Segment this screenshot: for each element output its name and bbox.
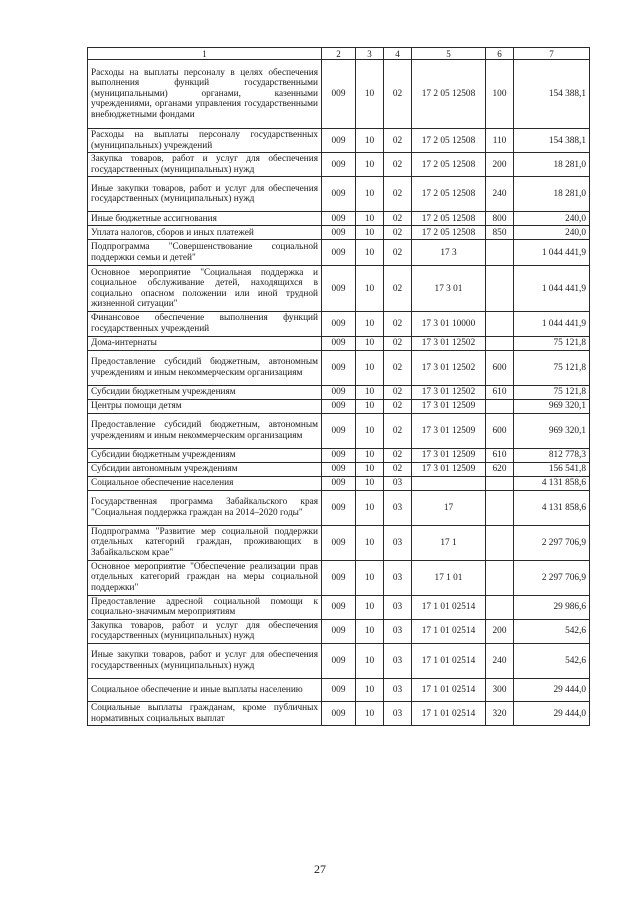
row-name-cell: Иные закупки товаров, работ и услуг для обеспечения государственных (муниципальных) нужд [88, 177, 322, 212]
row-target-article-cell: 17 1 01 02514 [412, 595, 486, 619]
row-admin-code-cell: 009 [322, 399, 356, 413]
table-row [88, 462, 590, 476]
row-section-cell: 10 [356, 240, 384, 266]
row-subsection-cell: 03 [384, 525, 412, 560]
row-section-cell: 10 [356, 476, 384, 490]
row-name-cell: Закупка товаров, работ и услуг для обеспечения государственных (муниципальных) нужд [88, 153, 322, 177]
row-expense-type-cell: 600 [486, 413, 514, 448]
row-subsection-cell: 02 [384, 385, 412, 399]
row-target-article-cell: 17 2 05 12508 [412, 226, 486, 240]
row-target-article-cell: 17 3 01 10000 [412, 312, 486, 336]
row-target-article-cell: 17 1 01 02514 [412, 619, 486, 643]
table-body [88, 60, 590, 726]
row-amount-cell: 2 297 706,9 [514, 525, 590, 560]
row-name-cell: Предоставление субсидий бюджетным, автономным учреждениям и иным некоммерческим организациям [88, 350, 322, 385]
table-row [88, 525, 590, 560]
table-row [88, 226, 590, 240]
table-row [88, 385, 590, 399]
row-target-article-cell: 17 3 01 12502 [412, 385, 486, 399]
row-expense-type-cell [486, 476, 514, 490]
row-section-cell: 10 [356, 399, 384, 413]
row-subsection-cell: 03 [384, 619, 412, 643]
row-section-cell: 10 [356, 643, 384, 678]
row-target-article-cell: 17 3 01 12502 [412, 336, 486, 350]
row-section-cell: 10 [356, 619, 384, 643]
table-row [88, 177, 590, 212]
row-subsection-cell: 03 [384, 490, 412, 525]
row-expense-type-cell: 620 [486, 462, 514, 476]
row-amount-cell: 18 281,0 [514, 177, 590, 212]
row-subsection-cell: 02 [384, 153, 412, 177]
row-section-cell: 10 [356, 129, 384, 153]
row-target-article-cell: 17 [412, 490, 486, 525]
row-amount-cell: 542,6 [514, 643, 590, 678]
row-section-cell: 10 [356, 678, 384, 701]
row-section-cell: 10 [356, 153, 384, 177]
row-name-cell: Социальное обеспечение и иные выплаты населению [88, 678, 322, 701]
row-target-article-cell: 17 3 [412, 240, 486, 266]
row-admin-code-cell: 009 [322, 490, 356, 525]
row-expense-type-cell: 110 [486, 129, 514, 153]
row-amount-cell: 2 297 706,9 [514, 560, 590, 595]
row-name-cell: Дома-интернаты [88, 336, 322, 350]
row-expense-type-cell [486, 560, 514, 595]
table-row [88, 266, 590, 312]
document-page [87, 47, 589, 726]
row-admin-code-cell: 009 [322, 462, 356, 476]
row-section-cell: 10 [356, 336, 384, 350]
row-section-cell: 10 [356, 60, 384, 129]
row-expense-type-cell: 240 [486, 177, 514, 212]
row-name-cell: Иные бюджетные ассигнования [88, 212, 322, 226]
row-admin-code-cell: 009 [322, 240, 356, 266]
row-name-cell: Центры помощи детям [88, 399, 322, 413]
header-col-5: 5 [412, 48, 486, 60]
row-admin-code-cell: 009 [322, 678, 356, 701]
row-target-article-cell: 17 1 [412, 525, 486, 560]
row-target-article-cell: 17 3 01 12509 [412, 399, 486, 413]
row-amount-cell: 969 320,1 [514, 413, 590, 448]
row-admin-code-cell: 009 [322, 413, 356, 448]
table-row [88, 701, 590, 725]
row-expense-type-cell: 300 [486, 678, 514, 701]
table-row [88, 413, 590, 448]
row-expense-type-cell: 200 [486, 153, 514, 177]
row-section-cell: 10 [356, 525, 384, 560]
row-subsection-cell: 02 [384, 413, 412, 448]
row-section-cell: 10 [356, 177, 384, 212]
row-subsection-cell: 02 [384, 212, 412, 226]
row-subsection-cell: 03 [384, 476, 412, 490]
row-target-article-cell [412, 476, 486, 490]
row-name-cell: Социальное обеспечение населения [88, 476, 322, 490]
row-target-article-cell: 17 3 01 12509 [412, 462, 486, 476]
header-col-2: 2 [322, 48, 356, 60]
row-amount-cell: 542,6 [514, 619, 590, 643]
row-section-cell: 10 [356, 350, 384, 385]
row-name-cell: Субсидии автономным учреждениям [88, 462, 322, 476]
row-name-cell: Государственная программа Забайкальского края "Социальная поддержка граждан на 2014–2020 годы" [88, 490, 322, 525]
table-row [88, 312, 590, 336]
row-admin-code-cell: 009 [322, 212, 356, 226]
table-row [88, 129, 590, 153]
row-subsection-cell: 02 [384, 350, 412, 385]
table-row [88, 560, 590, 595]
row-section-cell: 10 [356, 448, 384, 462]
row-amount-cell: 29 444,0 [514, 701, 590, 725]
page-number: 27 [314, 862, 326, 876]
row-name-cell: Субсидии бюджетным учреждениям [88, 448, 322, 462]
row-subsection-cell: 02 [384, 60, 412, 129]
row-section-cell: 10 [356, 226, 384, 240]
row-admin-code-cell: 009 [322, 619, 356, 643]
row-name-cell: Закупка товаров, работ и услуг для обеспечения государственных (муниципальных) нужд [88, 619, 322, 643]
row-expense-type-cell [486, 336, 514, 350]
row-subsection-cell: 03 [384, 678, 412, 701]
row-target-article-cell: 17 1 01 02514 [412, 678, 486, 701]
row-name-cell: Подпрограмма "Развитие мер социальной поддержки отдельных категорий граждан, проживающих в Забайкальском крае" [88, 525, 322, 560]
row-name-cell: Подпрограмма "Совершенствование социальной поддержки семьи и детей" [88, 240, 322, 266]
row-section-cell: 10 [356, 212, 384, 226]
row-admin-code-cell: 009 [322, 60, 356, 129]
row-name-cell: Субсидии бюджетным учреждениям [88, 385, 322, 399]
row-amount-cell: 75 121,8 [514, 350, 590, 385]
row-amount-cell: 154 388,1 [514, 60, 590, 129]
row-admin-code-cell: 009 [322, 226, 356, 240]
row-subsection-cell: 02 [384, 177, 412, 212]
row-amount-cell: 1 044 441,9 [514, 266, 590, 312]
row-section-cell: 10 [356, 595, 384, 619]
row-expense-type-cell: 610 [486, 448, 514, 462]
row-amount-cell: 969 320,1 [514, 399, 590, 413]
row-amount-cell: 812 778,3 [514, 448, 590, 462]
row-subsection-cell: 02 [384, 266, 412, 312]
header-col-4: 4 [384, 48, 412, 60]
table-row [88, 619, 590, 643]
row-amount-cell: 4 131 858,6 [514, 476, 590, 490]
table-row [88, 153, 590, 177]
table-row [88, 399, 590, 413]
row-section-cell: 10 [356, 385, 384, 399]
table-row [88, 240, 590, 266]
row-amount-cell: 154 388,1 [514, 129, 590, 153]
row-target-article-cell: 17 3 01 12509 [412, 448, 486, 462]
row-target-article-cell: 17 3 01 12502 [412, 350, 486, 385]
budget-table [87, 47, 590, 726]
table-row [88, 212, 590, 226]
row-expense-type-cell: 610 [486, 385, 514, 399]
row-admin-code-cell: 009 [322, 560, 356, 595]
row-section-cell: 10 [356, 701, 384, 725]
row-expense-type-cell: 320 [486, 701, 514, 725]
header-col-7: 7 [514, 48, 590, 60]
row-amount-cell: 18 281,0 [514, 153, 590, 177]
row-target-article-cell: 17 1 01 02514 [412, 701, 486, 725]
table-row [88, 490, 590, 525]
header-col-1: 1 [88, 48, 322, 60]
row-expense-type-cell [486, 595, 514, 619]
row-section-cell: 10 [356, 266, 384, 312]
row-expense-type-cell: 200 [486, 619, 514, 643]
row-expense-type-cell [486, 266, 514, 312]
row-target-article-cell: 17 3 01 [412, 266, 486, 312]
row-admin-code-cell: 009 [322, 153, 356, 177]
row-expense-type-cell [486, 525, 514, 560]
row-amount-cell: 240,0 [514, 212, 590, 226]
row-target-article-cell: 17 2 05 12508 [412, 153, 486, 177]
row-subsection-cell: 02 [384, 462, 412, 476]
row-name-cell: Социальные выплаты гражданам, кроме публичных нормативных социальных выплат [88, 701, 322, 725]
row-expense-type-cell: 100 [486, 60, 514, 129]
header-col-6: 6 [486, 48, 514, 60]
row-subsection-cell: 02 [384, 336, 412, 350]
row-amount-cell: 4 131 858,6 [514, 490, 590, 525]
row-subsection-cell: 02 [384, 226, 412, 240]
row-admin-code-cell: 009 [322, 350, 356, 385]
row-target-article-cell: 17 1 01 [412, 560, 486, 595]
table-row [88, 336, 590, 350]
row-subsection-cell: 03 [384, 560, 412, 595]
row-name-cell: Предоставление адресной социальной помощи к социально-значимым мероприятиям [88, 595, 322, 619]
row-expense-type-cell [486, 490, 514, 525]
row-admin-code-cell: 009 [322, 525, 356, 560]
row-name-cell: Уплата налогов, сборов и иных платежей [88, 226, 322, 240]
row-admin-code-cell: 009 [322, 476, 356, 490]
row-expense-type-cell: 850 [486, 226, 514, 240]
row-admin-code-cell: 009 [322, 643, 356, 678]
row-subsection-cell: 02 [384, 448, 412, 462]
row-name-cell: Расходы на выплаты персоналу государственных (муниципальных) учреждений [88, 129, 322, 153]
row-name-cell: Предоставление субсидий бюджетным, автономным учреждениям и иным некоммерческим организациям [88, 413, 322, 448]
table-row [88, 448, 590, 462]
row-section-cell: 10 [356, 413, 384, 448]
row-subsection-cell: 02 [384, 129, 412, 153]
table-row [88, 350, 590, 385]
row-admin-code-cell: 009 [322, 266, 356, 312]
table-row [88, 678, 590, 701]
row-subsection-cell: 03 [384, 701, 412, 725]
row-subsection-cell: 02 [384, 399, 412, 413]
header-row [88, 48, 590, 60]
row-expense-type-cell: 240 [486, 643, 514, 678]
header-col-3: 3 [356, 48, 384, 60]
row-admin-code-cell: 009 [322, 129, 356, 153]
row-admin-code-cell: 009 [322, 448, 356, 462]
row-expense-type-cell: 600 [486, 350, 514, 385]
row-subsection-cell: 02 [384, 312, 412, 336]
row-target-article-cell: 17 2 05 12508 [412, 60, 486, 129]
row-section-cell: 10 [356, 462, 384, 476]
row-target-article-cell: 17 2 05 12508 [412, 177, 486, 212]
row-target-article-cell: 17 2 05 12508 [412, 129, 486, 153]
row-amount-cell: 1 044 441,9 [514, 312, 590, 336]
row-expense-type-cell [486, 312, 514, 336]
row-amount-cell: 156 541,8 [514, 462, 590, 476]
row-subsection-cell: 03 [384, 595, 412, 619]
row-admin-code-cell: 009 [322, 595, 356, 619]
row-target-article-cell: 17 3 01 12509 [412, 413, 486, 448]
row-name-cell: Расходы на выплаты персоналу в целях обеспечения выполнения функций государственными (муниципальными) органами, казенными учреждениями, органами управления государственными внебюджетными фондами [88, 60, 322, 129]
row-amount-cell: 1 044 441,9 [514, 240, 590, 266]
row-admin-code-cell: 009 [322, 312, 356, 336]
row-name-cell: Финансовое обеспечение выполнения функций государственных учреждений [88, 312, 322, 336]
table-row [88, 643, 590, 678]
row-name-cell: Иные закупки товаров, работ и услуг для обеспечения государственных (муниципальных) нужд [88, 643, 322, 678]
row-name-cell: Основное мероприятие "Социальная поддержка и социальное обслуживание детей, находящихся в социально опасном положении или иной трудной жизненной ситуации" [88, 266, 322, 312]
row-section-cell: 10 [356, 560, 384, 595]
row-admin-code-cell: 009 [322, 336, 356, 350]
table-row [88, 60, 590, 129]
row-subsection-cell: 03 [384, 643, 412, 678]
row-section-cell: 10 [356, 490, 384, 525]
row-section-cell: 10 [356, 312, 384, 336]
row-subsection-cell: 02 [384, 240, 412, 266]
table-row [88, 476, 590, 490]
table-row [88, 595, 590, 619]
row-amount-cell: 29 444,0 [514, 678, 590, 701]
row-target-article-cell: 17 2 05 12508 [412, 212, 486, 226]
row-expense-type-cell [486, 240, 514, 266]
row-amount-cell: 75 121,8 [514, 385, 590, 399]
row-admin-code-cell: 009 [322, 385, 356, 399]
row-expense-type-cell [486, 399, 514, 413]
row-amount-cell: 29 986,6 [514, 595, 590, 619]
row-name-cell: Основное мероприятие "Обеспечение реализации прав отдельных категорий граждан на меры социальной поддержки" [88, 560, 322, 595]
row-admin-code-cell: 009 [322, 701, 356, 725]
row-expense-type-cell: 800 [486, 212, 514, 226]
row-amount-cell: 240,0 [514, 226, 590, 240]
row-target-article-cell: 17 1 01 02514 [412, 643, 486, 678]
row-amount-cell: 75 121,8 [514, 336, 590, 350]
row-admin-code-cell: 009 [322, 177, 356, 212]
